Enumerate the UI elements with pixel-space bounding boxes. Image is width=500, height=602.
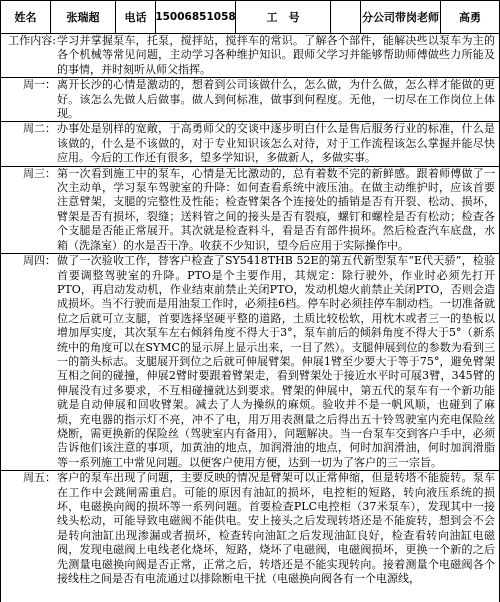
week-text: 离开长沙的心情是激动的，想着到公司该做什么，怎么做，为什么做，怎么样才能做的更好。该怎么先做人后做事。做人到何标准，做事到何程度。无他，一切尽在工作岗位上体现。 — [57, 78, 495, 121]
week-label: 周五： — [23, 471, 56, 485]
week-row-monday — [1, 78, 499, 122]
journal-body — [0, 34, 500, 602]
week-text: 做了一次验收工作，替客户检查了SY5418THB 52E的第五代新型泵车“E代天骄”，检验首要调整驾驶室的升降。PTO是个主要作用，其规定：除行驶外，作业时必须先打开PTO，再启动发动机，作业结束前禁止关闭PTO，发动机熄火前禁止关闭PTO，否则会造成损坏。当不行驶而是用油泵工作时，必须挂6档。停车时必须挂停车制动档。一切准备就位之后就可立支腿，首要选择坚硬平整的道路，土质比较松软，用枕木或者三一的垫板以增加厚实度，其次泵车左右倾斜角度不得大于3°，泵车前后的倾斜角度不得大于5°（新系统中的角度可以在SYMC的显示屏上显示出来，一目了然）。支腿伸展到位的参数为看到三一的箭头标志。支腿展开到位之后就可伸展臂架。伸展1臂至少要大于等于75°，避免臂架互相之间的碰撞，伸展2臂时要跟着臂架走，看到臂架处于接近水平时可展3臂，345臂的伸展没有过多要求，不互相碰撞就达到要求。臂架的伸展中，第五代的泵车有一个新功能就是自动伸展和回收臂架。减去了人为操纵的麻烦。验收并不是一帆风顺，也碰到了麻烦，充电器的指示灯不亮，冲不了电，用万用表测量之后得出五十铃驾驶室内充电保险丝烧断，需更换新的保险丝（驾驶室内有备用），问题解决。当一台泵车交到客户手中，必须告诉他们该注意的事项，加黄油的地点，加润滑油的地点，何时加润滑油，何时加润滑脂等一系列施工中常见问题。以便客户使用方便，达到一切为了客户的三一宗旨。 — [57, 254, 495, 469]
header-row — [0, 0, 500, 34]
work-content-row — [1, 34, 499, 78]
week-label: 周四： — [23, 254, 56, 268]
week-label: 周二： — [23, 122, 56, 136]
week-row-friday — [1, 471, 499, 586]
id-label: 工 号 — [236, 1, 331, 33]
mentor-label: 分公司带岗老师 — [361, 1, 441, 33]
phone-value: 15006851058 — [156, 1, 236, 33]
name-label: 姓名 — [1, 1, 51, 33]
phone-label: 电话 — [116, 1, 156, 33]
week-row-thursday — [1, 254, 499, 471]
week-text: 第一次看到施工中的泵车，心情是无比激动的，总有着数不完的新鲜感。跟着师傅做了一次主动单，学习泵车驾驶室的升降：如何查看系统中液压油。在做主动维护时，应该首要注意臂架，支腿的完整性及性能；检查臂架各个连接处的插销是否有开裂、松动、损坏，臂架是否有损坏，裂缝；送料管之间的接头是否有裂痕，螺钉和螺栓是否有松动；检查各个支腿是否能正常展开。其次就是检查料斗，看是否有部件损坏。然后检查汽车底盘，水箱（洗涤室）的水是否干净。收获不少知识，望今后应用于实际操作中。 — [57, 166, 495, 252]
mentor-value: 高勇 — [459, 10, 481, 24]
week-label: 周一： — [23, 78, 56, 92]
work-content-label: 工作内容: — [8, 34, 56, 47]
week-label: 周三： — [23, 166, 56, 180]
week-row-tuesday — [1, 122, 499, 166]
id-value — [331, 1, 361, 33]
name-value: 张瑞超 — [51, 1, 116, 33]
week-text: 客户的泵车出现了问题，主要反映的情况是臂架可以正常伸缩，但是转塔不能旋转。泵车在工作中会跳闸需重启。可能的原因有油缸的损坏，电控柜的短路，转向液压系统的损坏，电磁换向阀的损坏等一系列问题。首要检查PLC电控柜（37米泵车），发现其中一接线头松动，可能导致电磁阀不能供电。安上接头之后发现转塔还是不能旋转，想到会不会是转向油缸出现渗漏或者损坏，检查转向油缸之后发现油缸良好，检查看转向油缸电磁阀，发现电磁阀上电线老化烧坏，短路，烧坏了电磁阀，电磁阀损坏，更换一个新的之后先测量电磁换向阀是否正常，正常之后，转塔还是不能实现转向。接着测量个电磁阀各个接线柱之间是否有电流通过以排除断电干扰（电磁换向阀各有一个电源线， — [57, 471, 495, 586]
work-content-text: 学习并掌握泵车，托泵，搅拌站，搅拌车的常识。了解各个部件，能解决些以泵车为主的各个机械等常见问题，主动学习各种维护知识。跟师父学习并能够帮助师傅做些力所能及的事情，并时刻听从师父指挥。 — [57, 34, 495, 76]
week-text: 办事处是别样的宽敞，于高勇师父的交谈中逐步明白什么是售后服务行业的标准，什么是该做的，什么是不该做的，对于专业知识该怎么对待，对于工作流程该怎么掌握并能尽快应用。今后的工作还有很多，望多学知识，多做新人，多做实事。 — [57, 122, 495, 165]
week-row-wednesday — [1, 167, 499, 254]
